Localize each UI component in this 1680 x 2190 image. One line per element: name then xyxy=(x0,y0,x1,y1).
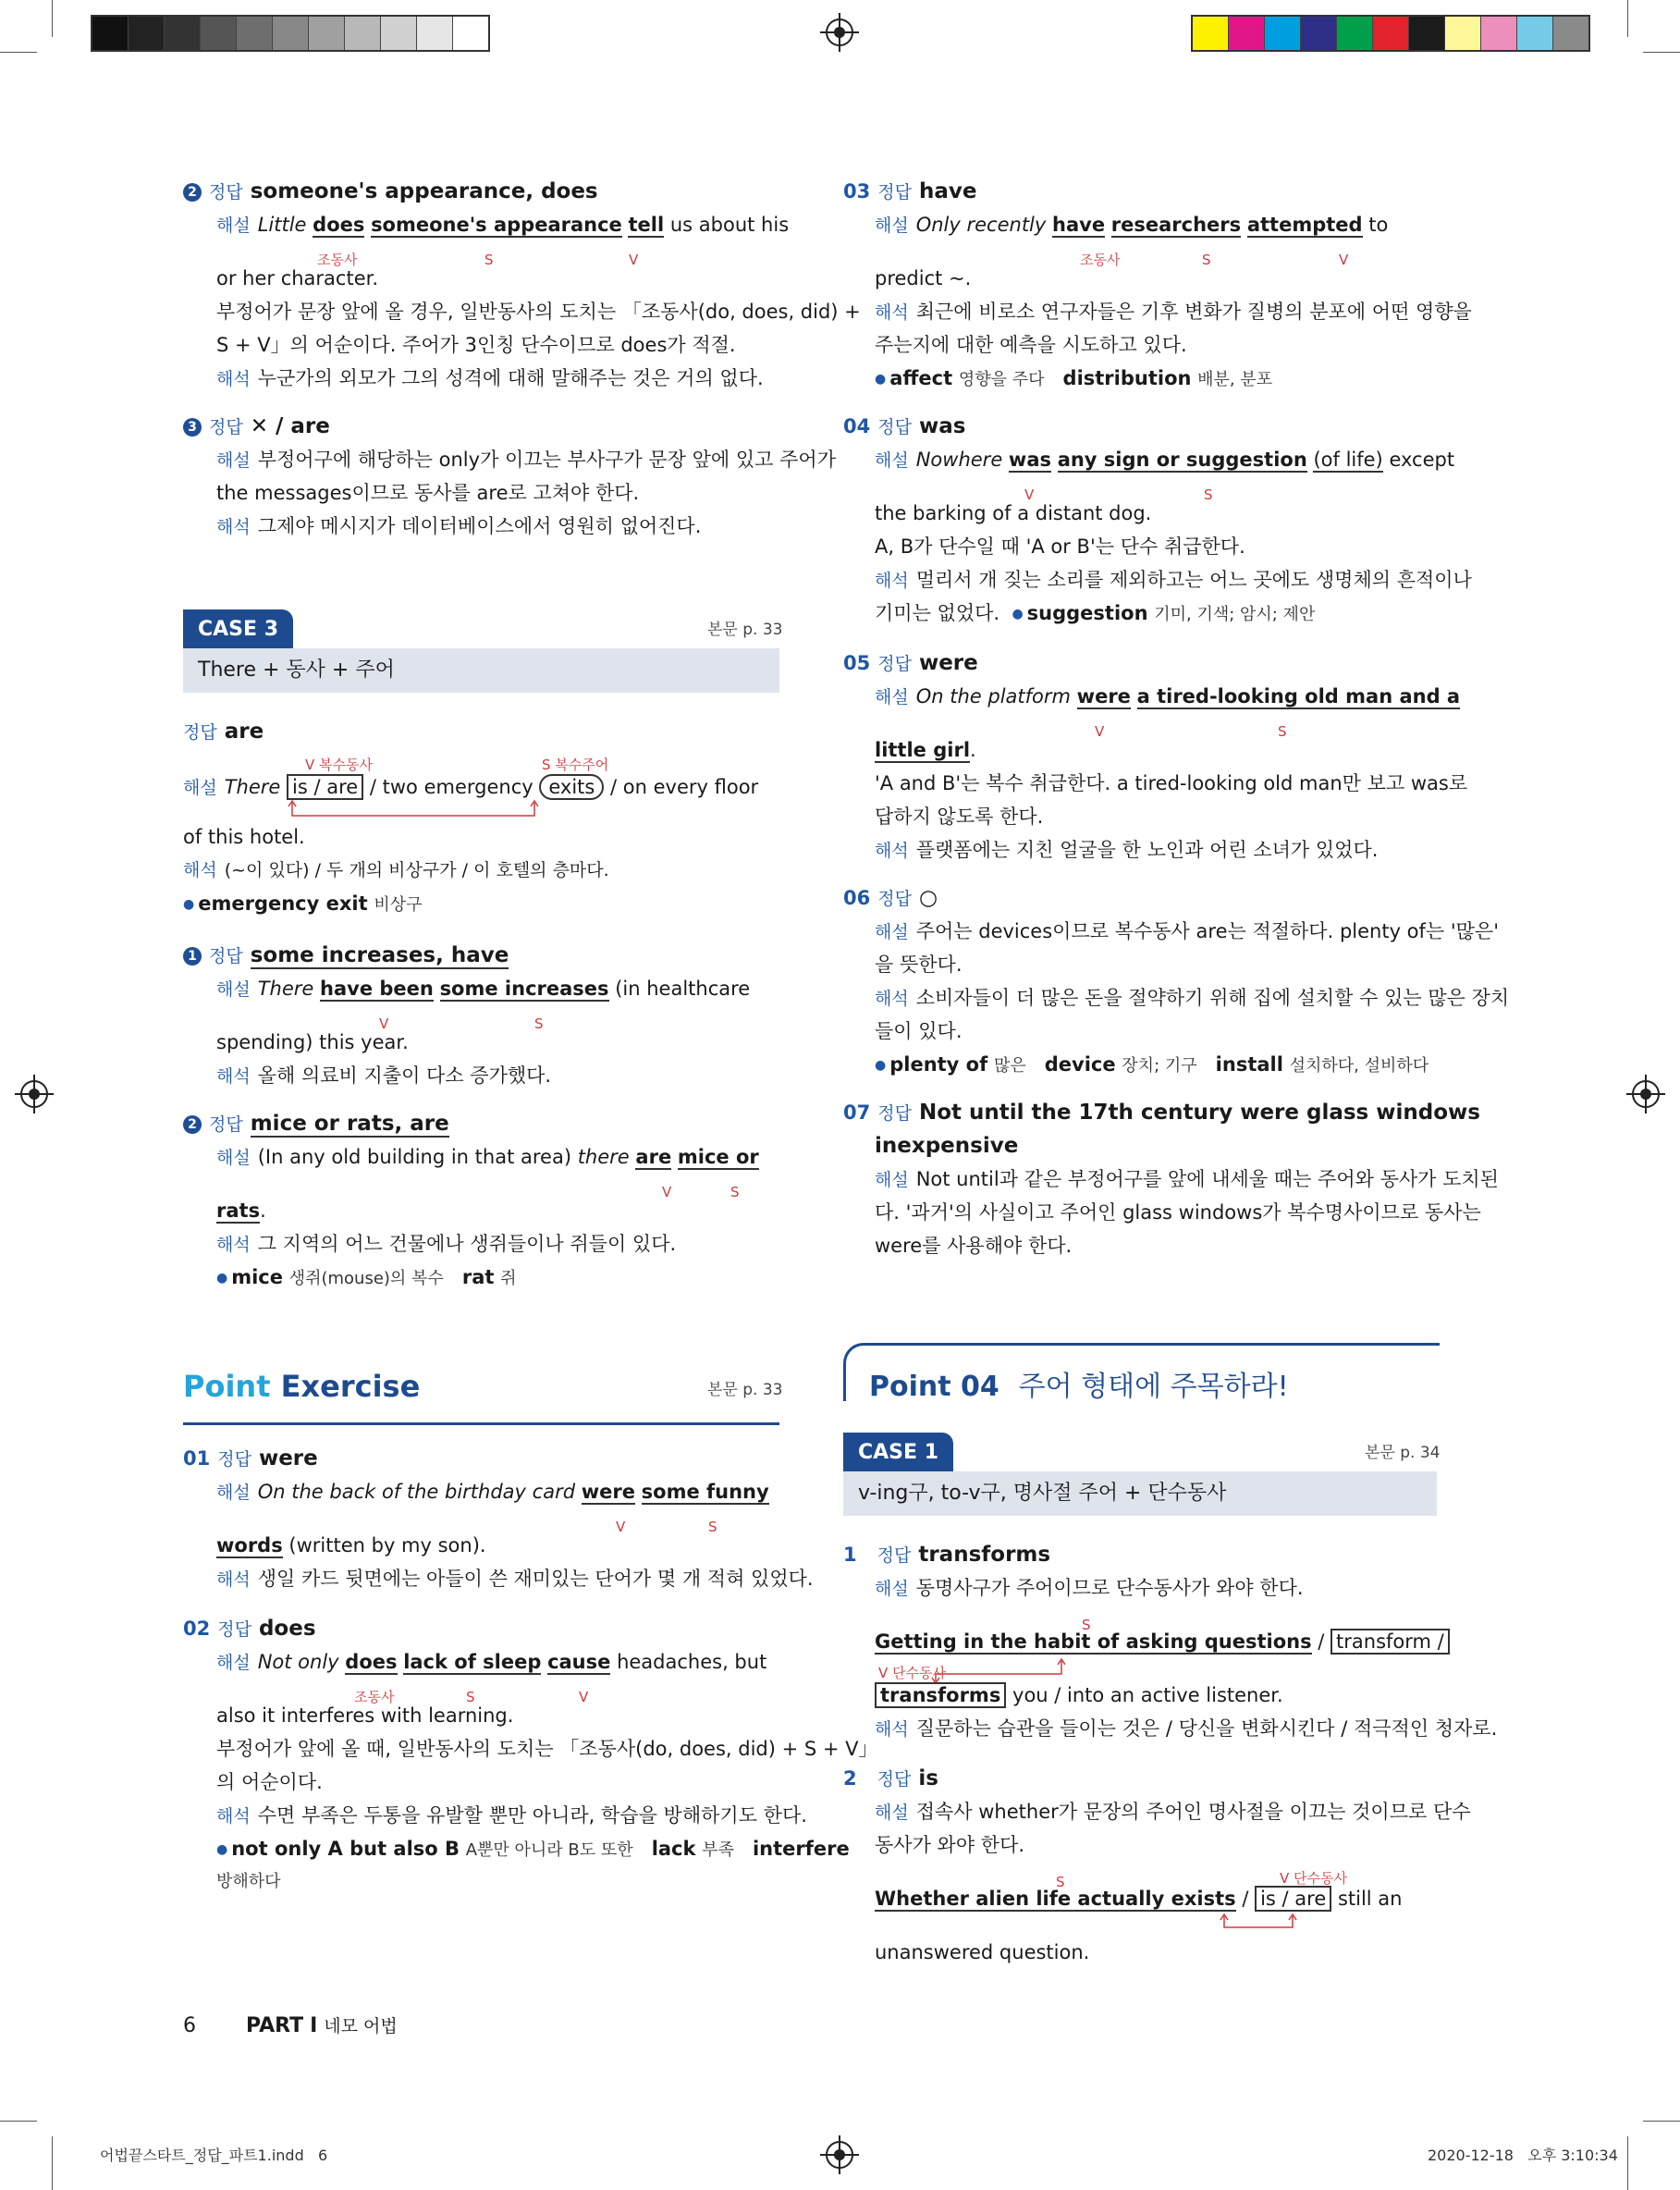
grammar-mark: S xyxy=(1202,252,1211,268)
explanation-line: A, B가 단수일 때 'A or B'는 단수 취급한다. xyxy=(875,535,1245,558)
answer-line: 01 정답 were xyxy=(183,1446,318,1470)
vocab-line: ● emergency exit 비상구 xyxy=(183,892,423,915)
grammar-mark: V xyxy=(1024,486,1035,503)
explanation-line: 의 어순이다. xyxy=(216,1771,323,1793)
explanation-line: words (written by my son). xyxy=(216,1534,486,1556)
explanation-line: 해설 There is / are / two emergency exits / on every floor xyxy=(183,776,759,798)
translation-line: 들이 있다. xyxy=(875,1020,963,1042)
explanation-line: S + V」의 어순이다. 주어가 3인칭 단수이므로 does가 적절. xyxy=(216,334,736,356)
explanation-line: 해설 부정어구에 해당하는 only가 이끄는 부사구가 문장 앞에 있고 주어가 xyxy=(216,449,836,471)
file-slug: 어법끝스타트_정답_파트1.indd 6 xyxy=(100,2147,328,2164)
crop-mark xyxy=(0,2121,37,2122)
grammar-mark: S xyxy=(708,1519,717,1535)
translation-line: 해석 누군가의 외모가 그의 성격에 대해 말해주는 것은 거의 없다. xyxy=(216,367,764,389)
grammar-mark: S xyxy=(1056,1874,1065,1890)
answer-line: 1 정답 transforms xyxy=(843,1543,1051,1567)
translation-line: 해석 (~이 있다) / 두 개의 비상구가 / 이 호텔의 층마다. xyxy=(183,860,609,880)
registration-mark-left xyxy=(20,1080,48,1108)
translation-line: 해석 플랫폼에는 지친 얼굴을 한 노인과 어린 소녀가 있었다. xyxy=(875,839,1379,861)
grammar-mark: V xyxy=(1095,723,1105,740)
grammar-mark: 조동사 xyxy=(354,1689,395,1705)
translation-line: 해석 그제야 메시지가 데이터베이스에서 영원히 없어진다. xyxy=(216,515,702,537)
grammar-mark: S xyxy=(466,1689,475,1705)
crop-mark xyxy=(0,52,37,53)
explanation-line: 해설 On the platform were a tired-looking old man and a xyxy=(875,685,1461,707)
grammar-mark: S xyxy=(1278,723,1287,740)
grammar-mark: V xyxy=(1339,252,1349,268)
explanation-line: 동사가 와야 한다. xyxy=(875,1834,1025,1856)
grammar-mark: 조동사 xyxy=(1080,252,1121,268)
crop-mark xyxy=(52,2136,53,2190)
explanation-line: 해설 Not until과 같은 부정어구를 앞에 내세울 때는 주어와 동사가 도치된 xyxy=(875,1168,1499,1190)
grayscale-color-bar xyxy=(91,15,490,52)
explanation-line: 을 뜻한다. xyxy=(875,954,963,976)
page-reference: 본문 p. 33 xyxy=(707,1381,783,1399)
explanation-line: also it interferes with learning. xyxy=(216,1704,514,1727)
section-name: 네모 어법 xyxy=(324,2016,398,2036)
answer-line: 2 정답 is xyxy=(843,1766,938,1790)
registration-mark-top xyxy=(826,18,853,46)
translation-line: 해석 수면 부족은 두통을 유발할 뿐만 아니라, 학습을 방해하기도 한다. xyxy=(216,1804,807,1827)
grammar-mark: V 복수동사 xyxy=(305,757,373,773)
agreement-arrow xyxy=(1217,1913,1300,1937)
explanation-line: 해설 Not only does lack of sleep cause headaches, but xyxy=(216,1651,767,1673)
section-title: Point Exercise xyxy=(183,1369,421,1404)
explanation-line: 해설 On the back of the birthday card were some funny xyxy=(216,1481,769,1503)
translation-line: 해석 멀리서 개 짖는 소리를 제외하고는 어느 곳에도 생명체의 흔적이나 xyxy=(875,569,1472,591)
case-title: There + 동사 + 주어 xyxy=(183,648,779,693)
answer-line: 07 정답 Not until the 17th century were glass windows xyxy=(843,1101,1480,1125)
answer-line: 정답 are xyxy=(183,720,264,744)
translation-line: 주는지에 대한 예측을 시도하고 있다. xyxy=(875,334,1187,356)
explanation-line: 해설 There have been some increases (in healthcare xyxy=(216,978,751,1000)
translation-line: 해석 소비자들이 더 많은 돈을 절약하기 위해 집에 설치할 수 있는 많은 장치 xyxy=(875,987,1510,1009)
page-reference: 본문 p. 34 xyxy=(1365,1444,1441,1462)
registration-mark-bottom xyxy=(826,2141,853,2169)
grammar-mark: S xyxy=(1082,1617,1091,1633)
explanation-line: 해설 접속사 whether가 문장의 주어인 명사절을 이끄는 것이므로 단수 xyxy=(875,1801,1471,1823)
case-title: v-ing구, to-v구, 명사절 주어 + 단수동사 xyxy=(843,1471,1437,1516)
page-number: 6 xyxy=(183,2014,196,2037)
answer-line: 03 정답 have xyxy=(843,179,977,203)
case-tab: CASE 1 xyxy=(843,1433,953,1471)
registration-mark-right xyxy=(1632,1080,1660,1108)
explanation-line: the barking of a distant dog. xyxy=(875,502,1152,524)
part-label: PART xyxy=(246,2014,304,2037)
timestamp: 2020-12-18 오후 3:10:34 xyxy=(1428,2147,1618,2164)
explanation-line: spending) this year. xyxy=(216,1031,409,1053)
translation-line: 해석 질문하는 습관을 들이는 것은 / 당신을 변화시킨다 / 적극적인 청자로. xyxy=(875,1717,1498,1740)
grammar-mark: V 단수동사 xyxy=(878,1665,946,1681)
crop-mark xyxy=(52,0,53,37)
answer-line: 2 정답 mice or rats, are xyxy=(183,1108,449,1140)
explanation-line: 부정어가 앞에 올 때, 일반동사의 도치는 「조동사(do, does, did) + S + V」 xyxy=(216,1738,878,1760)
explanation-line: little girl. xyxy=(875,739,976,761)
explanation-line: 해설 (In any old building in that area) there are mice or xyxy=(216,1146,759,1168)
grammar-mark: V xyxy=(629,252,639,268)
answer-line: 06 정답 ○ xyxy=(843,886,938,910)
translation-line: 해석 그 지역의 어느 건물에나 생쥐들이나 쥐들이 있다. xyxy=(216,1233,677,1255)
grammar-mark: V xyxy=(616,1519,626,1535)
translation-line: 해석 올해 의료비 지출이 다소 증가했다. xyxy=(216,1064,552,1087)
process-color-bar xyxy=(1191,15,1590,52)
grammar-mark: V 단수동사 xyxy=(1280,1870,1347,1887)
explanation-line: the messages이므로 동사를 are로 고쳐야 한다. xyxy=(216,482,640,504)
agreement-arrow xyxy=(285,799,544,827)
vocab-line: ● affect 영향을 주다 distribution 배분, 분포 xyxy=(875,367,1273,389)
answer-line: inexpensive xyxy=(875,1134,1019,1158)
answer-line: 04 정답 was xyxy=(843,414,966,438)
page-footer xyxy=(183,2012,398,2037)
explanation-line: unanswered question. xyxy=(875,1941,1090,1963)
explanation-line: 해설 Nowhere was any sign or suggestion (of life) except xyxy=(875,449,1455,471)
explanation-line: of this hotel. xyxy=(183,826,305,848)
vocab-line: ● not only A but also B A뿐만 아니라 B도 또한 lack 부족 interfere xyxy=(216,1838,850,1860)
explanation-line: or her character. xyxy=(216,267,379,289)
answer-line: 1 정답 some increases, have xyxy=(183,940,509,972)
section-title: Point 04 주어 형태에 주목하라! xyxy=(869,1371,1289,1403)
crop-mark xyxy=(1627,0,1628,37)
crop-mark xyxy=(1643,2121,1680,2122)
grammar-mark: V xyxy=(662,1184,672,1200)
explanation-line: 해설 Only recently have researchers attempted to xyxy=(875,214,1389,236)
vocab-line: 방해하다 xyxy=(216,1872,281,1891)
page-reference: 본문 p. 33 xyxy=(707,621,783,639)
explanation-line: 답하지 않도록 한다. xyxy=(875,806,1044,828)
answer-line: 02 정답 does xyxy=(183,1617,316,1641)
grammar-mark: S 복수주어 xyxy=(542,757,609,773)
explanation-line: Whether alien life actually exists / is / are still an xyxy=(875,1888,1403,1910)
answer-line: 3 정답 ✕ / are xyxy=(183,411,330,443)
grammar-mark: S xyxy=(730,1184,740,1200)
translation-line: 해석 최근에 비로소 연구자들은 기후 변화가 질병의 분포에 어떤 영향을 xyxy=(875,301,1472,323)
answer-line: 2 정답 someone's appearance, does xyxy=(183,176,598,208)
grammar-mark: S xyxy=(1204,486,1213,503)
explanation-line: predict ~. xyxy=(875,267,972,289)
explanation-line: were를 사용해야 한다. xyxy=(875,1235,1073,1257)
crop-mark xyxy=(1643,52,1680,53)
grammar-mark: S xyxy=(534,1015,544,1032)
separator: I xyxy=(310,2014,318,2037)
translation-line: 해석 생일 카드 뒷면에는 아들이 쓴 재미있는 단어가 몇 개 적혀 있었다. xyxy=(216,1568,814,1590)
explanation-line: 부정어가 문장 앞에 올 경우, 일반동사의 도치는 「조동사(do, does, did) + xyxy=(216,301,861,323)
explanation-line: Getting in the habit of asking questions / transform / xyxy=(875,1626,1450,1657)
explanation-line: 해설 동명사구가 주어이므로 단수동사가 와야 한다. xyxy=(875,1577,1304,1599)
explanation-line: rats. xyxy=(216,1200,266,1222)
translation-line: 기미는 없었다. ● suggestion 기미, 기색; 암시; 제안 xyxy=(875,602,1316,624)
grammar-mark: S xyxy=(484,252,494,268)
explanation-line: 다. '과거'의 사실이고 주어인 glass windows가 복수명사이므로 동사는 xyxy=(875,1201,1481,1224)
vocab-line: ● plenty of 많은 device 장치; 기구 install 설치하다, 설비하다 xyxy=(875,1053,1429,1076)
grammar-mark: V xyxy=(579,1689,589,1705)
grammar-mark: 조동사 xyxy=(317,252,358,268)
answer-line: 05 정답 were xyxy=(843,651,978,675)
vocab-line: ● mice 생쥐(mouse)의 복수 rat 쥐 xyxy=(216,1266,517,1288)
explanation-line: 해설 주어는 devices이므로 복수동사 are는 적절하다. plenty of는 '많은' xyxy=(875,920,1499,942)
case-tab: CASE 3 xyxy=(183,609,293,648)
crop-mark xyxy=(1627,2136,1628,2190)
grammar-mark: V xyxy=(379,1015,389,1032)
explanation-line: 해설 Little does someone's appearance tell us about his xyxy=(216,214,790,236)
explanation-line: transforms you / into an active listener. xyxy=(875,1679,1283,1711)
explanation-line: 'A and B'는 복수 취급한다. a tired-looking old man만 보고 was로 xyxy=(875,772,1468,794)
section-rule xyxy=(183,1422,779,1425)
